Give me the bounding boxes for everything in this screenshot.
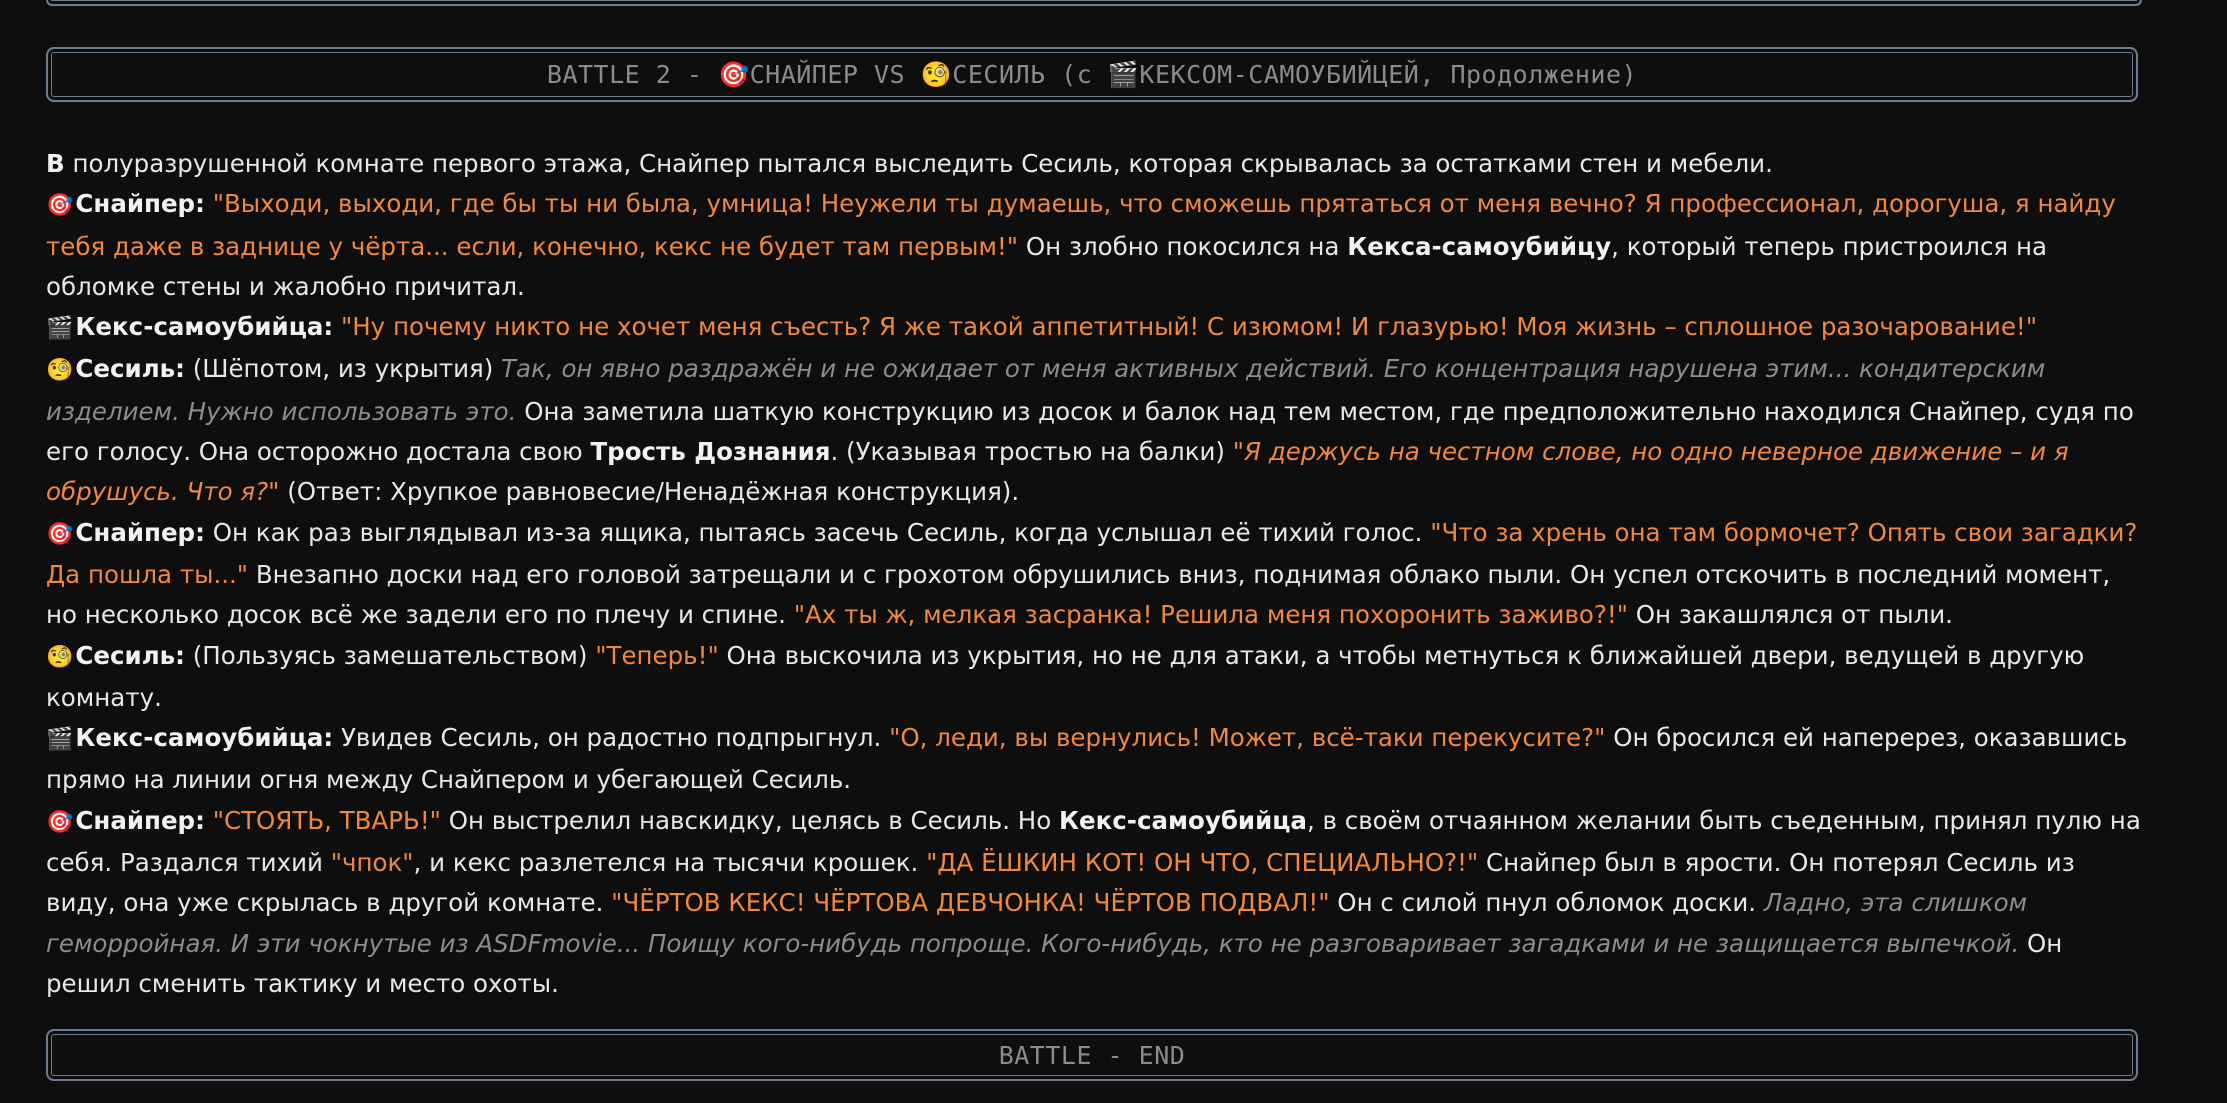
dialogue-quote: "Теперь!": [595, 640, 719, 670]
story-paragraph-sniper-2: [46, 513, 2146, 636]
battle-story: [46, 144, 2146, 1004]
inner-thought: Ладно, эта слишком геморройная. И эти чокнутые из ASDFmovie... Поищу кого-нибудь попроще. Кого-нибудь, кто не разговаривает загадками и не защищается выпечкой.: [46, 888, 2028, 958]
narration: (Ответ: Хрупкое равновесие/Ненадёжная конструкция).: [279, 477, 1020, 507]
battle-end-label: BATTLE - END: [998, 1040, 1186, 1070]
narration: . (Указывая тростью на балки): [830, 437, 1233, 467]
dialogue-quote: "Выходи, выходи, где бы ты ни была, умница! Неужели ты думаешь, что сможешь прятаться от меня вечно? Я профессионал, дорогуша, я найду тебя даже в заднице у чёрта... если, конечно, кекс не будет там первым!": [46, 189, 2116, 261]
monocle-face-icon: 🧐: [46, 358, 74, 384]
dialogue-quote: "ДА ЁШКИН КОТ! ОН ЧТО, СПЕЦИАЛЬНО?!": [926, 848, 1479, 878]
dialogue-quote: "Ну почему никто не хочет меня съесть? Я же такой аппетитный! С изюмом! И глазурью! Моя жизнь – сплошное разочарование!": [340, 312, 2037, 342]
story-paragraph-cecil-2: [46, 636, 2146, 719]
dialogue-quote: "О, леди, вы вернулись! Может, всё-таки перекусите?": [889, 723, 1606, 753]
story-paragraph-cupcake-1: [46, 307, 2146, 349]
battle-title-banner: [46, 47, 2138, 102]
narration: Он решил сменить тактику и место охоты.: [46, 928, 2063, 998]
story-paragraph-sniper-1: [46, 184, 2146, 307]
narration: , и кекс разлетелся на тысячи крошек.: [413, 848, 927, 878]
monocle-face-icon: 🧐: [46, 644, 74, 670]
narration: Внезапно доски над его головой затрещали и с грохотом обрушились вниз, поднимая облако пыли. Он успел отскочить в последний момент, но несколько досок всё же задели его по плечу и спине.: [46, 559, 2111, 630]
story-paragraph-sniper-3: [46, 801, 2146, 1004]
speaker-name: Кекс-самоубийца:: [75, 723, 334, 753]
speaker-name: Кекс-самоубийца:: [75, 312, 334, 342]
target-icon: 🎯: [46, 521, 74, 547]
narration: Она выскочила из укрытия, но не для атаки, а чтобы метнуться к ближайшей двери, ведущей в другую комнату.: [46, 640, 2085, 712]
dialogue-quote: "ЧЁРТОВ КЕКС! ЧЁРТОВА ДЕВЧОНКА! ЧЁРТОВ ПОДВАЛ!": [611, 888, 1330, 918]
dialogue-quote: "Ах ты ж, мелкая засранка! Решила меня похоронить заживо?!": [793, 600, 1628, 630]
story-paragraph-cecil-1: [46, 349, 2146, 512]
target-icon: 🎯: [46, 809, 74, 835]
narration: Он как раз выглядывал из-за ящика, пытаясь засечь Сесиль, когда услышал её тихий голос.: [204, 517, 1431, 547]
inner-thought: Так, он явно раздражён и не ожидает от меня активных действий. Его концентрация нарушена этим... кондитерским изделием. Нужно использовать это.: [46, 354, 2046, 426]
narration: , который теперь пристроился на обломке стены и жалобно причитал.: [46, 231, 2047, 301]
speaker-name: Сесиль:: [75, 354, 185, 384]
dialogue-quote: "СТОЯТЬ, ТВАРЬ!": [212, 805, 441, 835]
character-name: Кекс-самоубийца: [1058, 805, 1307, 835]
dialogue-quote: "Что за хрень она там бормочет? Опять свои загадки? Да пошла ты...": [46, 517, 2138, 589]
previous-section-frame: [46, 0, 2142, 6]
clapperboard-icon: 🎬: [46, 727, 74, 753]
narration: Снайпер был в ярости. Он потерял Сесиль из виду, она уже скрылась в другой комнате.: [46, 848, 2075, 918]
narration: Он закашлялся от пыли.: [1627, 600, 1953, 630]
speaker-name: Сесиль:: [75, 640, 185, 670]
narration: Он бросился ей наперерез, оказавшись прямо на линии огня между Снайпером и убегающей Сесиль.: [46, 723, 2128, 795]
narration: Он выстрелил навскидку, целясь в Сесиль. Но: [440, 805, 1059, 835]
narration: Он с силой пнул обломок доски.: [1329, 888, 1764, 918]
sound-quote: "чпок": [330, 848, 414, 878]
target-icon: 🎯: [46, 193, 74, 219]
narration: Она заметила шаткую конструкцию из досок и балок над тем местом, где предположительно находился Снайпер, судя по его голосу. Она осторожно достала свою: [46, 396, 2134, 467]
speaker-name: Снайпер:: [75, 805, 205, 835]
speaker-name: Снайпер:: [75, 189, 205, 219]
story-paragraph-cupcake-2: [46, 718, 2146, 801]
riddle-quote: "Я держусь на честном слове, но одно неверное движение – и я обрушусь. Что я?": [46, 437, 2069, 507]
item-name: Трость Дознания: [590, 437, 831, 467]
intro-lead-letter: В: [46, 149, 65, 178]
narration: (Шёпотом, из укрытия): [184, 354, 502, 384]
character-name: Кекса-самоубийцу: [1347, 231, 1612, 261]
intro-text: полуразрушенной комнате первого этажа, Снайпер пытался выследить Сесиль, которая скрывалась за остатками стен и мебели.: [64, 149, 1773, 178]
clapperboard-icon: 🎬: [46, 316, 74, 342]
battle-end-banner: [46, 1029, 2138, 1081]
speaker-name: Снайпер:: [75, 517, 205, 547]
battle-title: BATTLE 2 - 🎯СНАЙПЕР VS 🧐СЕСИЛЬ (с 🎬КЕКСОМ-САМОУБИЙЦЕЙ, Продолжение): [546, 59, 1638, 89]
narration: Увидев Сесиль, он радостно подпрыгнул.: [333, 723, 890, 753]
story-paragraph-intro: [46, 144, 2146, 184]
narration: Он злобно покосился на: [1018, 231, 1348, 261]
narration: (Пользуясь замешательством): [184, 640, 596, 670]
narration: , в своём отчаянном желании быть съеденным, принял пулю на себя. Раздался тихий: [46, 805, 2141, 878]
